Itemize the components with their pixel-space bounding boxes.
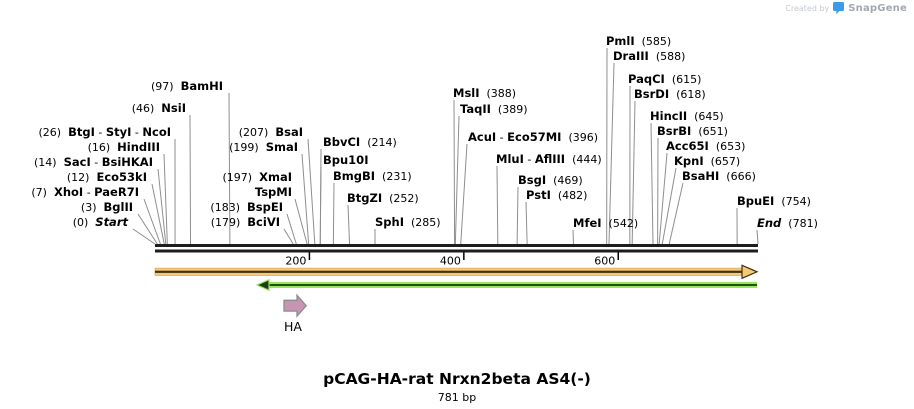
leader-line-NsiI [190,115,191,244]
site-label-MslI[interactable]: MslI (388) [453,86,517,100]
plasmid-title: pCAG-HA-rat Nrxn2beta AS4(-) [323,370,591,388]
site-label-BtgZI[interactable]: BtgZI (252) [347,191,419,205]
site-label-XmaI[interactable]: (197) XmaI [222,170,292,184]
site-label-TspMI[interactable]: TspMI [254,185,292,199]
leader-line-TspMI [295,199,307,244]
site-label-BtgI-StyI-NcoI[interactable]: (26) BtgI - StyI - NcoI [38,125,171,139]
site-label-BciVI[interactable]: (179) BciVI [210,215,280,229]
plasmid-length: 781 bp [437,391,477,404]
leader-line-BmgBI [333,183,334,244]
site-label-SacI-BsiHKAI[interactable]: (14) SacI - BsiHKAI [34,155,153,169]
feature-arrowhead-antisense-span-arrow[interactable] [257,280,269,291]
feature-core-line-sense-span-arrow [155,271,746,273]
site-label-BamHI[interactable]: (97) BamHI [150,79,223,93]
site-label-KpnI[interactable]: KpnI (657) [674,154,741,168]
site-label-BmgBI[interactable]: BmgBI (231) [333,169,412,183]
site-label-AcuI-Eco57MI[interactable]: AcuI - Eco57MI (396) [468,130,599,144]
leader-line-PstI [526,202,527,244]
leader-line-BspEI [287,214,296,244]
site-label-BsgI[interactable]: BsgI (469) [518,173,583,187]
feature-core-line-antisense-span-arrow [266,284,757,286]
site-label-BsrBI[interactable]: BsrBI (651) [657,124,728,138]
site-label-HincII[interactable]: HincII (645) [650,109,724,123]
site-label-SmaI[interactable]: (199) SmaI [229,140,298,154]
site-label-MluI-AflIII[interactable]: MluI - AflIII (444) [496,152,602,166]
feature-shape-ha-tag-arrow[interactable] [284,295,306,316]
site-label-BpuEI[interactable]: BpuEI (754) [737,194,811,208]
leader-line-End [757,230,758,244]
ruler-label-600: 600 [594,254,616,268]
site-label-PmlI[interactable]: PmlI (585) [606,34,672,48]
site-label-BsaHI[interactable]: BsaHI (666) [682,169,756,183]
ruler-label-200: 200 [285,254,307,268]
watermark-brand-text[interactable]: SnapGene [848,3,907,14]
leader-line-BsgI [517,187,518,244]
site-label-XhoI-PaeR7I[interactable]: (7) XhoI - PaeR7I [31,185,139,199]
feature-label-ha-tag-arrow: HA [284,319,302,334]
site-label-SphI[interactable]: SphI (285) [375,215,441,229]
plasmid-footer [0,370,914,404]
sequence-bar-bottom-strand [155,250,758,253]
sequence-bar-top-strand [155,244,758,247]
site-label-BsaI[interactable]: (207) BsaI [238,125,303,139]
leader-line-MluI-AflIII [497,166,498,244]
site-label-End[interactable]: End (781) [757,216,818,230]
site-label-PaqCI[interactable]: PaqCI (615) [628,72,702,86]
site-label-BglII[interactable]: (3) BglII [80,200,133,214]
feature-arrowhead-sense-span-arrow[interactable] [742,265,757,278]
leader-line-HincII [651,123,653,244]
leader-line-MslI [454,100,455,244]
site-label-BsrDI[interactable]: BsrDI (618) [634,87,706,101]
site-label-BbvCI[interactable]: BbvCI (214) [323,135,397,149]
leader-line-BsaI [308,139,315,244]
site-label-DraIII[interactable]: DraIII (588) [613,49,686,63]
site-label-PstI[interactable]: PstI (482) [526,188,588,202]
ruler-label-400: 400 [439,254,461,268]
leader-line-BtgZI [348,205,350,244]
site-label-Eco53kI[interactable]: (12) Eco53kI [66,170,147,184]
site-label-TaqII[interactable]: TaqII (389) [460,102,528,116]
leader-line-AcuI-Eco57MI [461,144,467,244]
leader-line-Acc65I [659,153,667,244]
site-label-BspEI[interactable]: (183) BspEI [210,200,283,214]
site-label-MfeI[interactable]: MfeI (542) [573,216,639,230]
leader-line-TaqII [455,116,459,244]
site-label-Bpu10I[interactable]: Bpu10I [323,153,369,167]
site-label-Acc65I[interactable]: Acc65I (653) [666,139,746,153]
leader-line-Start [133,229,155,244]
site-label-HindIII[interactable]: (16) HindIII [87,140,160,154]
site-label-NsiI[interactable]: (46) NsiI [131,101,186,115]
site-label-Start[interactable]: (0) Start [72,215,128,229]
watermark-created-by-text: Created by [785,4,830,13]
leader-line-XhoI-PaeR7I [144,199,160,244]
